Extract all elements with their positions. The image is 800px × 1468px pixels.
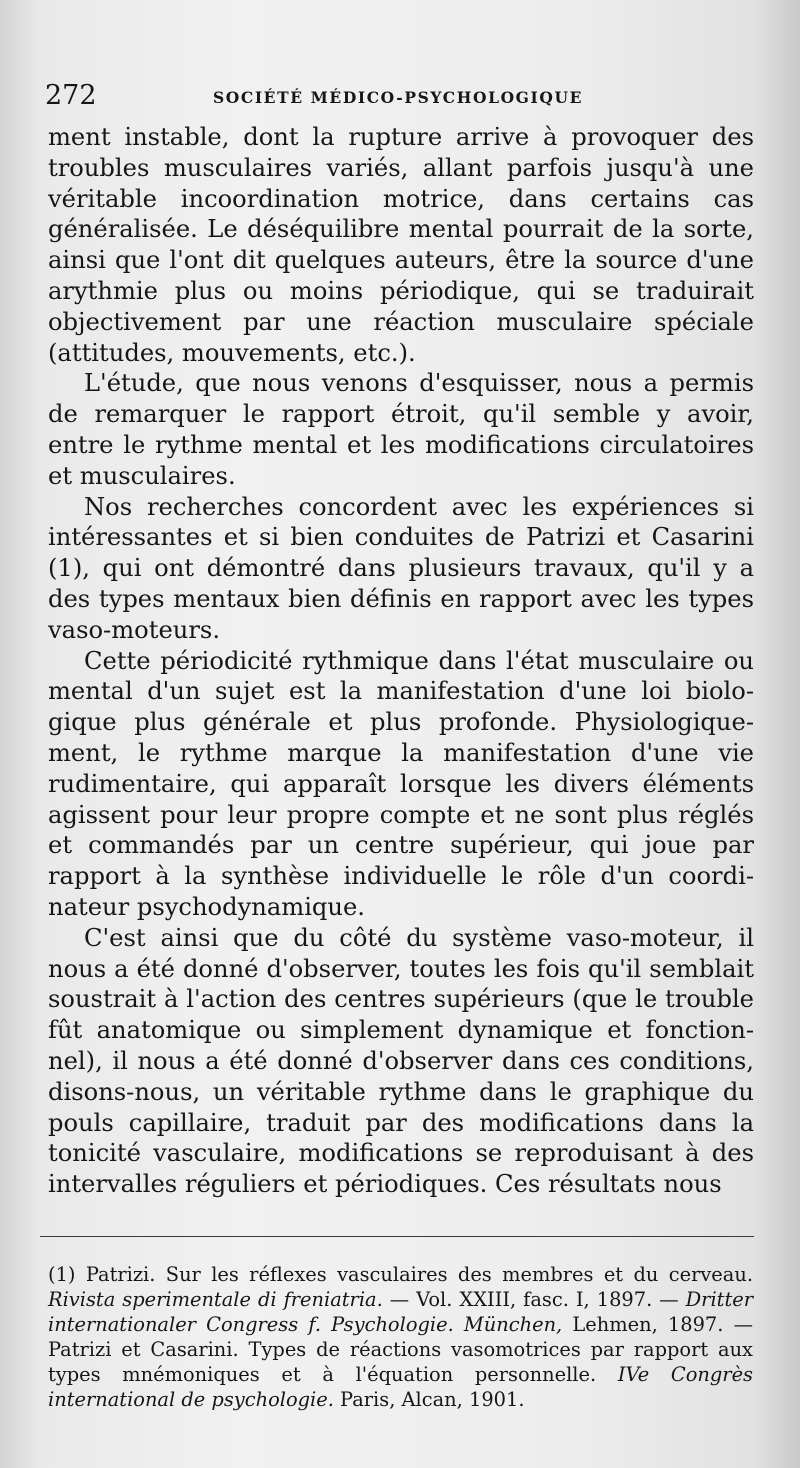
footnote-divider — [40, 1236, 754, 1237]
paragraph: C'est ainsi que du côté du système vaso-moteur, il nous a été donné d'observer, toutes les fois qu'il semblait soustrait à l'action des centres supérieurs (que le trouble fût anatomique ou simplement dynamique et fonctionnel), il nous a été donné d'observer dans ces conditions, disons-nous, un véritable rythme dans le graphique du pouls capillaire, traduit par des modifications dans la tonicité vasculaire, modifications se reproduisant à des intervalles réguliers et périodiques. Ces résultats nous — [48, 923, 754, 1199]
book-page — [45, 76, 754, 1200]
footnote — [48, 1262, 753, 1412]
page-number: 272 — [45, 80, 97, 111]
footnote-segment: (1) Patrizi. Sur les réflexes vasculaires des membres et du cerveau. — [48, 1263, 753, 1286]
footnote-text — [48, 1262, 753, 1412]
paragraph: ment instable, dont la rupture arrive à provoquer des troubles musculaires variés, allant parfois jusqu'à une véritable incoordination motrice, dans certains cas généralisée. Le déséquilibre mental pourrait de la sorte, ainsi que l'ont dit quelques auteurs, être la source d'une arythmie plus ou moins périodique, qui se traduirait objectivement par une réaction musculaire spéciale (attitudes, mouvements, etc.). — [48, 123, 754, 367]
journal-title: Rivista sperimentale di freniatria. — [48, 1288, 383, 1311]
footnote-segment: Lehmen, 1897. — Patrizi et Casarini. Types de réactions vasomotrices par rapport aux types mnémoniques et à l'équation personnelle. — [48, 1313, 753, 1386]
footnote-segment: Paris, Alcan, 1901. — [333, 1388, 525, 1411]
page-header — [45, 76, 754, 116]
paragraph: Nos recherches concordent avec les expériences si intéressantes et si bien conduites de Patrizi et Casarini (1), qui ont démontré dans plusieurs travaux, qu'il y a des types mentaux bien définis en rapport avec les types vaso-moteurs. — [48, 492, 754, 644]
paragraph: L'étude, que nous venons d'esquisser, nous a permis de remarquer le rapport étroit, qu'il semble y avoir, entre le rythme mental et les modifications circulatoires et musculaires. — [48, 369, 754, 490]
running-head: SOCIÉTÉ MÉDICO-PSYCHOLOGIQUE — [213, 88, 583, 107]
congress-title: IVe Congrès international de psychologie. — [48, 1363, 753, 1411]
congress-title: Dritter internationaler Congress f. Psychologie. München, — [48, 1288, 753, 1336]
body-text — [48, 122, 754, 1200]
footnote-segment: — Vol. XXIII, fasc. I, 1897. — — [382, 1288, 686, 1311]
paragraph: Cette périodicité rythmique dans l'état musculaire ou mental d'un sujet est la manifestation d'une loi biologique plus générale et plus profonde. Physiologiquement, le rythme marque la manifestation d'une vie rudimentaire, qui apparaît lorsque les divers éléments agissent pour leur propre compte et ne sont plus réglés et commandés par un centre supérieur, qui joue par rapport à la synthèse individuelle le rôle d'un coordinateur psychodynamique. — [48, 646, 754, 921]
